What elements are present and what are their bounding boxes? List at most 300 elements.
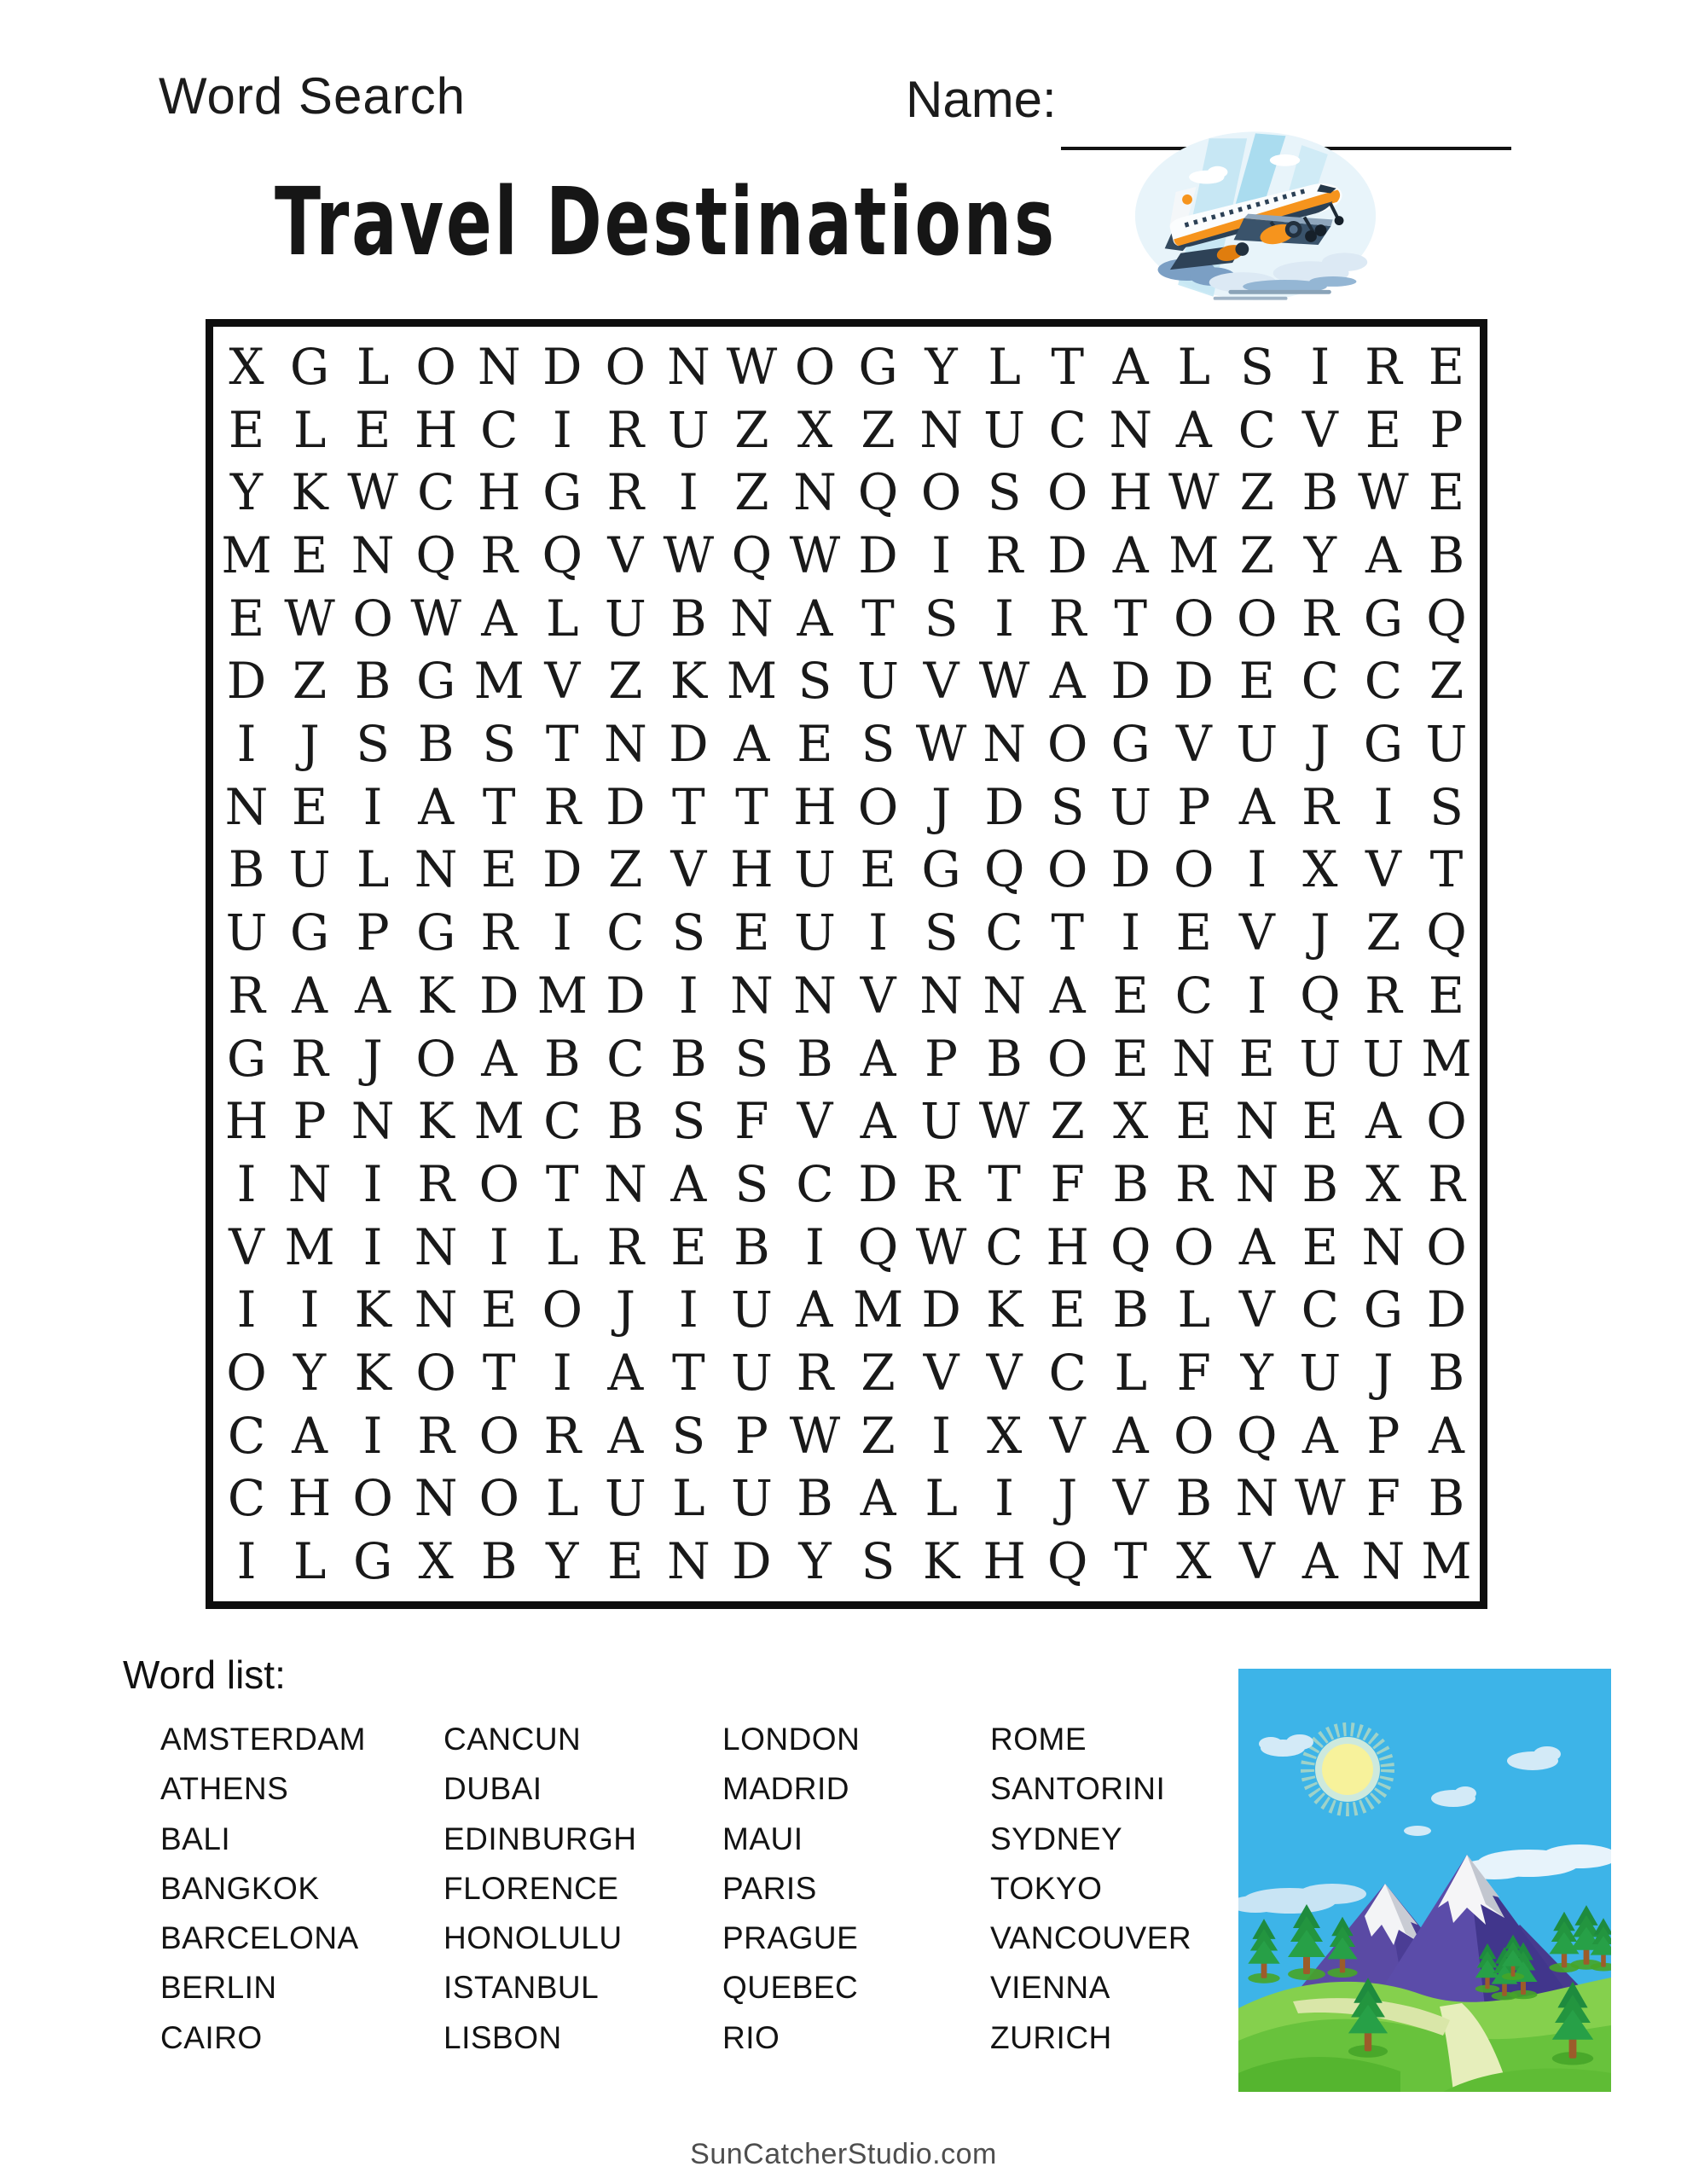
grid-cell: F	[734, 1092, 769, 1151]
grid-cell: I	[931, 526, 952, 584]
grid-cell: G	[858, 337, 898, 396]
grid-cell: A	[607, 1344, 644, 1403]
grid-cell: A	[355, 966, 391, 1025]
grid-cell: F	[1176, 1344, 1211, 1403]
grid-cell: E	[670, 1217, 707, 1276]
grid-cell: V	[1238, 903, 1275, 962]
grid-cell: Z	[1429, 652, 1464, 711]
grid-cell: C	[1048, 1344, 1087, 1403]
grid-cell: F	[1050, 1154, 1085, 1213]
grid-cell: E	[1428, 463, 1465, 522]
grid-cell: W	[915, 715, 967, 774]
grid-cell: D	[1110, 840, 1151, 899]
word-item: BANGKOK	[160, 1870, 320, 1906]
grid-cell: Z	[861, 1344, 896, 1403]
grid-cell: I	[362, 1154, 383, 1213]
grid-cell: A	[292, 1406, 328, 1465]
grid-cell: L	[546, 589, 579, 648]
grid-cell: G	[1363, 589, 1404, 648]
grid-cell: R	[1301, 589, 1339, 648]
grid-cell: G	[352, 1532, 393, 1591]
grid-cell: U	[730, 1344, 773, 1403]
mountain-landscape-icon	[1238, 1669, 1611, 2092]
grid-cell: O	[352, 589, 393, 648]
grid-cell: M	[473, 1092, 525, 1151]
grid-cell: B	[1428, 1469, 1465, 1528]
grid-cell: V	[1365, 840, 1401, 899]
grid-cell: J	[362, 1029, 383, 1088]
grid-cell: R	[1174, 1154, 1213, 1213]
grid-cell: L	[672, 1469, 705, 1528]
grid-cell: V	[923, 652, 959, 711]
grid-cell: D	[858, 1154, 898, 1213]
grid-cell: O	[1426, 1217, 1467, 1276]
grid-cell: Z	[608, 652, 643, 711]
grid-cell: K	[670, 652, 708, 711]
word-item: TOKYO	[990, 1870, 1103, 1906]
grid-cell: D	[1426, 1281, 1467, 1339]
grid-cell: X	[797, 400, 833, 459]
name-label: Name:	[906, 71, 1057, 128]
grid-cell: S	[924, 903, 959, 962]
grid-cell: B	[1428, 1344, 1465, 1403]
grid-cell: U	[794, 903, 836, 962]
grid-cell: W	[915, 1217, 967, 1276]
word-item: QUEBEC	[722, 1970, 859, 2006]
grid-cell: A	[1238, 1217, 1275, 1276]
word-item: EDINBURGH	[443, 1821, 637, 1856]
grid-cell: O	[1173, 1217, 1215, 1276]
grid-cell: U	[1110, 777, 1152, 836]
grid-cell: N	[666, 1532, 710, 1591]
grid-cell: R	[417, 1154, 455, 1213]
grid-cell: Q	[857, 463, 899, 522]
grid-cell: O	[226, 1344, 267, 1403]
grid-cell: A	[733, 715, 770, 774]
grid-cell: E	[1301, 1092, 1339, 1151]
grid-cell: M	[726, 652, 778, 711]
grid-cell: O	[920, 463, 962, 522]
grid-cell: C	[1048, 400, 1087, 459]
grid-cell: R	[228, 966, 265, 1025]
grid-cell: S	[861, 1532, 896, 1591]
grid-cell: I	[236, 1281, 257, 1339]
word-item: VIENNA	[990, 1970, 1110, 2006]
grid-cell: O	[415, 337, 456, 396]
grid-cell: I	[552, 1344, 572, 1403]
grid-cell: L	[1177, 337, 1211, 396]
grid-cell: U	[1362, 1029, 1405, 1088]
grid-cell: M	[1421, 1029, 1472, 1088]
grid-cell: I	[931, 1406, 952, 1465]
word-item: CANCUN	[443, 1722, 582, 1757]
grid-cell: O	[415, 1344, 456, 1403]
grid-cell: B	[733, 1217, 770, 1276]
grid-cell: Z	[861, 400, 896, 459]
sheet-label: Word Search	[159, 67, 467, 125]
grid-cell: B	[1112, 1281, 1150, 1339]
grid-cell: I	[1310, 337, 1330, 396]
grid-cell: A	[1049, 652, 1086, 711]
grid-cell: D	[1174, 652, 1215, 711]
grid-cell: I	[1247, 966, 1267, 1025]
word-item: BALI	[160, 1821, 231, 1856]
grid-cell: A	[797, 1281, 833, 1339]
grid-cell: W	[726, 337, 778, 396]
grid-cell: Y	[925, 337, 958, 396]
grid-cell: J	[1310, 903, 1330, 962]
grid-cell: G	[1363, 715, 1404, 774]
word-item: ZURICH	[990, 2019, 1112, 2055]
grid-cell: R	[417, 1406, 455, 1465]
grid-cell: X	[986, 1406, 1023, 1465]
word-item: ATHENS	[160, 1771, 289, 1807]
grid-cell: N	[1235, 1154, 1279, 1213]
grid-cell: P	[1429, 400, 1464, 459]
grid-cell: L	[546, 1217, 579, 1276]
grid-cell: V	[923, 1344, 959, 1403]
grid-cell: N	[603, 1154, 647, 1213]
grid-cell: L	[988, 337, 1021, 396]
grid-cell: B	[797, 1029, 833, 1088]
grid-cell: B	[1428, 526, 1465, 584]
grid-cell: P	[925, 1029, 959, 1088]
grid-cell: N	[730, 589, 774, 648]
grid-cell: G	[415, 652, 456, 711]
grid-cell: Q	[1426, 903, 1467, 962]
grid-cell: K	[417, 1092, 455, 1151]
grid-cell: R	[606, 400, 645, 459]
grid-cell: M	[1168, 526, 1220, 584]
grid-cell: E	[860, 840, 896, 899]
grid-cell: I	[362, 777, 383, 836]
grid-cell: W	[1168, 463, 1220, 522]
grid-cell: V	[986, 1344, 1023, 1403]
grid-cell: U	[1299, 1344, 1342, 1403]
grid-cell: N	[414, 840, 458, 899]
grid-cell: K	[417, 966, 455, 1025]
grid-cell: O	[1173, 840, 1215, 899]
grid-cell: I	[868, 903, 888, 962]
grid-cell: O	[857, 777, 899, 836]
grid-cell: J	[299, 715, 320, 774]
grid-cell: V	[1112, 1469, 1149, 1528]
grid-cell: J	[1058, 1469, 1078, 1528]
grid-cell: O	[605, 337, 646, 396]
grid-cell: M	[221, 526, 272, 584]
grid-cell: B	[228, 840, 265, 899]
grid-cell: E	[1112, 966, 1149, 1025]
grid-cell: F	[1365, 1469, 1401, 1528]
word-item: VANCOUVER	[990, 1920, 1192, 1956]
grid-cell: K	[354, 1281, 391, 1339]
grid-cell: S	[1239, 337, 1274, 396]
grid-cell: S	[987, 463, 1022, 522]
grid-cell: U	[1236, 715, 1278, 774]
grid-cell: Z	[734, 463, 769, 522]
grid-cell: H	[1109, 463, 1153, 522]
puzzle-grid	[206, 319, 1487, 1609]
grid-cell: I	[678, 1281, 699, 1339]
airplane-illustration-icon	[1129, 128, 1382, 305]
grid-cell: I	[994, 1469, 1015, 1528]
grid-cell: N	[287, 1154, 332, 1213]
grid-cell: Y	[546, 1532, 579, 1591]
grid-cell: R	[1048, 589, 1087, 648]
grid-cell: E	[354, 400, 391, 459]
grid-cell: Q	[731, 526, 773, 584]
grid-cell: O	[1173, 1406, 1215, 1465]
grid-cell: K	[922, 1532, 960, 1591]
page-title: Travel Destinations	[275, 167, 1057, 276]
grid-cell: I	[678, 966, 699, 1025]
grid-cell: B	[480, 1532, 518, 1591]
grid-cell: U	[983, 400, 1026, 459]
grid-cell: N	[919, 966, 963, 1025]
grid-cell: N	[603, 715, 647, 774]
grid-cell: L	[1177, 1281, 1211, 1339]
grid-cell: I	[1373, 777, 1394, 836]
grid-cell: Z	[1239, 463, 1274, 522]
grid-cell: T	[1429, 840, 1464, 899]
grid-cell: U	[225, 903, 268, 962]
grid-cell: I	[805, 1217, 825, 1276]
grid-cell: E	[1365, 400, 1402, 459]
grid-cell: V	[1301, 400, 1338, 459]
word-item: CAIRO	[160, 2019, 263, 2055]
grid-cell: D	[542, 337, 583, 396]
word-list-column	[722, 1715, 1004, 2063]
grid-cell: A	[1365, 526, 1401, 584]
grid-cell: S	[356, 715, 390, 774]
grid-cell: G	[1363, 1281, 1404, 1339]
grid-cell: P	[734, 1406, 768, 1465]
grid-cell: L	[925, 1469, 958, 1528]
grid-cell: I	[552, 903, 572, 962]
grid-cell: W	[284, 589, 335, 648]
grid-cell: H	[730, 840, 774, 899]
grid-cell: D	[1047, 526, 1087, 584]
grid-cell: G	[415, 903, 456, 962]
grid-cell: B	[670, 589, 707, 648]
grid-cell: C	[1364, 652, 1403, 711]
grid-cell: N	[1235, 1469, 1279, 1528]
word-list-column	[160, 1715, 442, 2063]
word-item: AMSTERDAM	[160, 1722, 366, 1757]
grid-cell: A	[1112, 337, 1149, 396]
word-item: ISTANBUL	[443, 1970, 600, 2006]
grid-cell: X	[1302, 840, 1338, 899]
grid-cell: A	[797, 589, 833, 648]
grid-cell: P	[293, 1092, 327, 1151]
grid-cell: A	[1112, 526, 1149, 584]
grid-cell: H	[414, 400, 458, 459]
grid-cell: W	[1358, 463, 1409, 522]
grid-cell: O	[478, 1154, 519, 1213]
grid-cell: V	[1238, 1281, 1275, 1339]
grid-cell: T	[988, 1154, 1021, 1213]
grid-cell: L	[546, 1469, 579, 1528]
grid-cell: C	[227, 1406, 266, 1465]
footer-credit: SunCatcherStudio.com	[690, 2138, 997, 2170]
grid-cell: Q	[1110, 1217, 1151, 1276]
grid-cell: B	[1175, 1469, 1213, 1528]
grid-cell: R	[1428, 1154, 1465, 1213]
grid-cell: V	[229, 1217, 264, 1276]
grid-cell: B	[1301, 1154, 1339, 1213]
grid-cell: B	[607, 1092, 644, 1151]
grid-cell: I	[362, 1406, 383, 1465]
grid-cell: C	[1301, 1281, 1340, 1339]
grid-cell: B	[986, 1029, 1023, 1088]
grid-cell: A	[607, 1406, 644, 1465]
word-item: DUBAI	[443, 1771, 542, 1807]
grid-cell: I	[994, 589, 1015, 648]
grid-cell: S	[1050, 777, 1085, 836]
grid-cell: E	[607, 1532, 644, 1591]
grid-cell: Y	[1303, 526, 1337, 584]
word-item: HONOLULU	[443, 1920, 623, 1956]
grid-cell: E	[1112, 1029, 1149, 1088]
grid-cell: Z	[1050, 1092, 1085, 1151]
grid-cell: X	[1176, 1532, 1212, 1591]
grid-cell: U	[794, 840, 836, 899]
grid-cell: V	[607, 526, 644, 584]
grid-cell: R	[543, 1406, 582, 1465]
grid-cell: H	[793, 777, 837, 836]
grid-cell: N	[1361, 1532, 1406, 1591]
grid-cell: X	[1113, 1092, 1149, 1151]
grid-cell: T	[672, 1344, 705, 1403]
grid-cell: D	[606, 777, 646, 836]
grid-cell: A	[292, 966, 328, 1025]
grid-cell: H	[477, 463, 521, 522]
grid-cell: O	[352, 1469, 393, 1528]
grid-cell: N	[983, 715, 1026, 774]
grid-cell: S	[482, 715, 517, 774]
grid-cell: A	[1112, 1406, 1149, 1465]
grid-cell: B	[670, 1029, 707, 1088]
grid-cell: O	[1237, 589, 1278, 648]
grid-cell: O	[794, 337, 836, 396]
grid-cell: A	[1301, 1406, 1338, 1465]
grid-cell: T	[672, 777, 705, 836]
grid-cell: Z	[1239, 526, 1274, 584]
grid-cell: A	[1365, 1092, 1401, 1151]
word-list-column	[990, 1715, 1272, 2063]
grid-cell: S	[671, 903, 706, 962]
grid-cell: A	[1175, 400, 1212, 459]
grid-cell: B	[1301, 463, 1339, 522]
grid-cell: G	[1110, 715, 1151, 774]
grid-cell: N	[351, 1092, 395, 1151]
grid-cell: R	[985, 526, 1023, 584]
grid-cell: Y	[1240, 1344, 1273, 1403]
grid-cell: W	[978, 652, 1030, 711]
grid-cell: T	[545, 715, 579, 774]
grid-cell: I	[299, 1281, 320, 1339]
grid-cell: G	[226, 1029, 267, 1088]
grid-cell: O	[1173, 589, 1215, 648]
grid-cell: A	[481, 1029, 518, 1088]
grid-cell: Q	[857, 1217, 899, 1276]
grid-cell: N	[1361, 1217, 1406, 1276]
grid-cell: S	[1429, 777, 1464, 836]
grid-cell: R	[291, 1029, 328, 1088]
grid-cell: I	[678, 463, 699, 522]
grid-cell: I	[489, 1217, 509, 1276]
grid-cell: E	[797, 715, 833, 774]
grid-cell: M	[473, 652, 525, 711]
grid-cell: E	[1175, 903, 1212, 962]
grid-cell: R	[1301, 777, 1339, 836]
grid-cell: O	[415, 1029, 456, 1088]
grid-cell: Q	[1300, 966, 1341, 1025]
grid-cell: C	[1301, 652, 1340, 711]
grid-cell: H	[1046, 1217, 1089, 1276]
grid-cell: L	[293, 400, 327, 459]
grid-cell: B	[797, 1469, 833, 1528]
grid-cell: L	[356, 840, 390, 899]
grid-cell: A	[481, 589, 518, 648]
grid-cell: E	[1238, 652, 1275, 711]
grid-cell: U	[730, 1281, 773, 1339]
grid-cell: R	[480, 903, 519, 962]
grid-cell: V	[1049, 1406, 1086, 1465]
grid-cell: G	[289, 337, 330, 396]
grid-cell: N	[351, 526, 395, 584]
grid-cell: W	[978, 1092, 1030, 1151]
grid-cell: N	[414, 1469, 458, 1528]
grid-cell: C	[985, 1217, 1023, 1276]
word-item: BARCELONA	[160, 1920, 359, 1956]
grid-cell: N	[1235, 1092, 1279, 1151]
grid-cell: C	[227, 1469, 266, 1528]
grid-cell: S	[671, 1406, 706, 1465]
grid-cell: W	[789, 1406, 841, 1465]
grid-cell: R	[606, 1217, 645, 1276]
grid-cell: C	[543, 1092, 582, 1151]
grid-cell: S	[797, 652, 832, 711]
grid-cell: S	[671, 1092, 706, 1151]
grid-cell: D	[1110, 652, 1151, 711]
grid-cell: J	[930, 777, 952, 836]
word-item: RIO	[722, 2019, 780, 2055]
grid-cell: M	[1421, 1532, 1472, 1591]
grid-cell: E	[1175, 1092, 1212, 1151]
grid-cell: P	[1366, 1406, 1400, 1465]
grid-cell: A	[1429, 1406, 1464, 1465]
grid-cell: Q	[1426, 589, 1467, 648]
grid-cell: I	[552, 400, 572, 459]
grid-cell: E	[481, 1281, 518, 1339]
grid-cell: K	[291, 463, 328, 522]
grid-cell: J	[615, 1281, 635, 1339]
grid-cell: W	[1295, 1469, 1346, 1528]
grid-cell: D	[732, 1532, 772, 1591]
grid-cell: A	[860, 1092, 896, 1151]
grid-cell: I	[1121, 903, 1141, 962]
grid-cell: T	[1114, 1532, 1148, 1591]
grid-cell: X	[229, 337, 264, 396]
grid-cell: L	[293, 1532, 327, 1591]
grid-cell: Y	[229, 463, 264, 522]
grid-cell: N	[1172, 1029, 1216, 1088]
grid-cell: S	[924, 589, 959, 648]
grid-cell: R	[1365, 337, 1402, 396]
grid-cell: C	[606, 1029, 645, 1088]
grid-cell: N	[730, 966, 774, 1025]
